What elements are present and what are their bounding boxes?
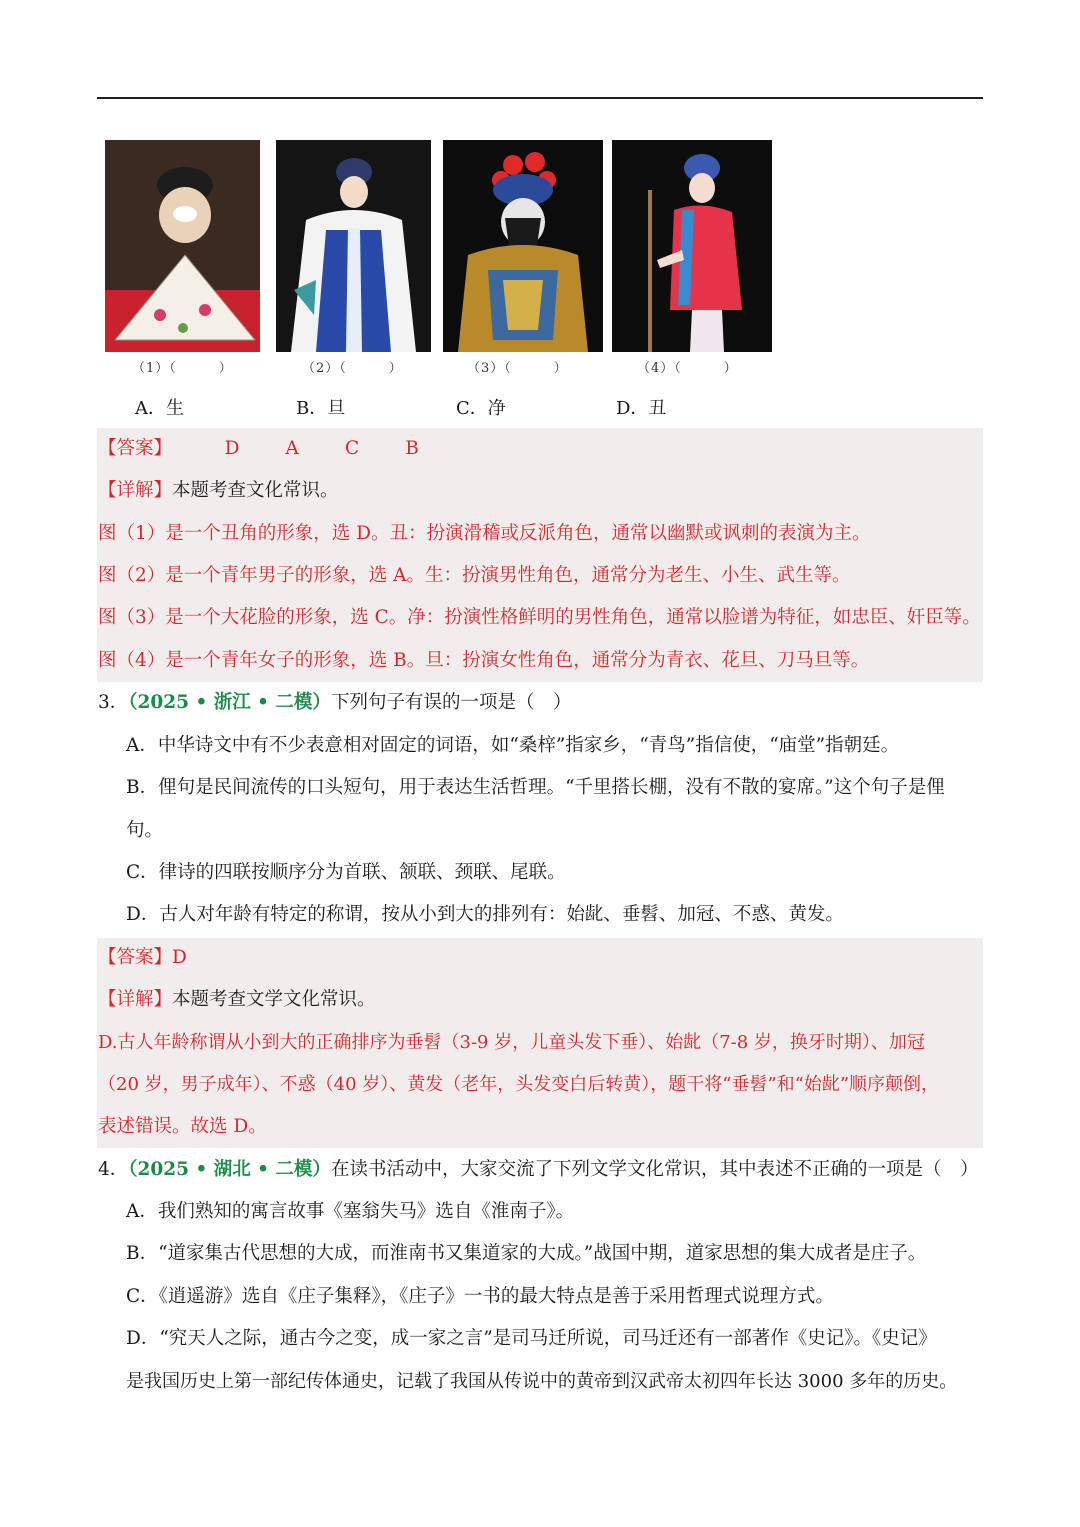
- question-text: 下列句子有误的一项是（ ）: [330, 692, 572, 713]
- q3-stem: [98, 690, 571, 716]
- question-source: （2025 • 浙江 • 二模）: [128, 692, 331, 713]
- image-caption-3: （3）（ ）: [467, 361, 568, 376]
- chou-clown-figure-icon: [105, 140, 260, 352]
- answer-letter: D: [172, 947, 187, 968]
- option-d: D．丑: [616, 398, 667, 419]
- dan-female-figure-icon: [612, 140, 772, 352]
- question-source: （2025 • 湖北 • 二模）: [128, 1159, 331, 1180]
- header-rule: [97, 97, 983, 99]
- detail-intro: 本题考查文化常识。: [172, 480, 339, 501]
- question-text: 在读书活动中，大家交流了下列文学文化常识，其中表述不正确的一项是（ ）: [330, 1159, 979, 1180]
- q3-option-c: C．律诗的四联按顺序分为首联、颔联、颈联、尾联。: [126, 862, 566, 883]
- q3-detail-line: [98, 987, 376, 1013]
- jing-painted-face-figure-icon: [443, 140, 603, 352]
- q2-explanation-4: 图（4）是一个青年女子的形象，选 B。旦：扮演女性角色，通常分为青衣、花旦、刀马旦等。: [98, 650, 870, 671]
- detail-intro: 本题考查文学文化常识。: [172, 989, 376, 1010]
- q4-option-c: C．《逍遥游》选自《庄子集释》，《庄子》一书的最大特点是善于采用哲理式说理方式。: [126, 1286, 834, 1307]
- q3-explanation-2: （20 岁，男子成年）、不惑（40 岁）、黄发（老年，头发变白后转黄），题干将“垂髫”和“始龀”顺序颠倒，: [98, 1074, 940, 1095]
- image-caption-4: （4）（ ）: [637, 361, 738, 376]
- option-b: B．旦: [296, 398, 346, 419]
- q2-explanation-3: 图（3）是一个大花脸的形象，选 C。净：扮演性格鲜明的男性角色，通常以脸谱为特征，如忠臣、奸臣等。: [98, 607, 981, 628]
- question-number: 4．: [98, 1159, 129, 1180]
- q3-explanation-1: D.古人年龄称谓从小到大的正确排序为垂髫（3-9 岁，儿童头发下垂）、始龀（7-8 岁，换牙时期）、加冠: [98, 1032, 925, 1053]
- option-a: A．生: [135, 398, 184, 419]
- option-c: C．净: [456, 398, 506, 419]
- image-caption-2: （2）（ ）: [302, 361, 403, 376]
- question-number: 3．: [98, 692, 129, 713]
- answer-letter: A: [285, 438, 299, 459]
- q3-option-d: D．古人对年龄有特定的称谓，按从小到大的排列有：始龀、垂髫、加冠、不惑、黄发。: [126, 904, 844, 925]
- answer-letter: B: [405, 438, 419, 459]
- q3-answer-line: [98, 945, 187, 971]
- q4-option-d: D．“究天人之际，通古今之变，成一家之言”是司马迁所说，司马迁还有一部著作《史记》。《史记》: [126, 1328, 937, 1349]
- q2-explanation-2: 图（2）是一个青年男子的形象，选 A。生：扮演男性角色，通常分为老生、小生、武生等。: [98, 565, 851, 586]
- q4-option-d-cont: 是我国历史上第一部纪传体通史，记载了我国从传说中的黄帝到汉武帝太初四年长达 3000 多年的历史。: [126, 1371, 958, 1392]
- q2-answer-line: [98, 436, 442, 462]
- answer-letter: D: [224, 438, 240, 459]
- q3-explanation-3: 表述错误。故选 D。: [98, 1116, 267, 1137]
- q4-stem: [98, 1157, 978, 1183]
- q4-option-a: A．我们熟知的寓言故事《塞翁失马》选自《淮南子》。: [126, 1201, 575, 1222]
- q2-detail-line: [98, 478, 339, 504]
- q3-option-b: B．俚句是民间流传的口头短句，用于表达生活哲理。“千里搭长棚，没有不散的宴席。”这个句子是俚: [126, 777, 945, 798]
- answer-block-q2: [97, 428, 983, 682]
- image-caption-1: （1）（ ）: [132, 361, 233, 376]
- q3-option-b-cont: 句。: [126, 820, 164, 841]
- answer-label: 【答案】: [98, 947, 173, 968]
- q2-explanation-1: 图（1）是一个丑角的形象，选 D。丑：扮演滑稽或反派角色，通常以幽默或讽刺的表演为主。: [98, 523, 871, 544]
- detail-label: 【详解】: [98, 480, 173, 501]
- q3-option-a: A．中华诗文中有不少表意相对固定的词语，如“桑梓”指家乡，“青鸟”指信使，“庙堂”指朝廷。: [126, 735, 900, 756]
- detail-label: 【详解】: [98, 989, 173, 1010]
- sheng-scholar-figure-icon: [276, 140, 431, 352]
- answer-letter: C: [344, 438, 360, 459]
- q4-option-b: B．“道家集古代思想的大成，而淮南书又集道家的大成。”战国中期，道家思想的集大成者是庄子。: [126, 1243, 927, 1264]
- answer-label: 【答案】: [98, 438, 173, 459]
